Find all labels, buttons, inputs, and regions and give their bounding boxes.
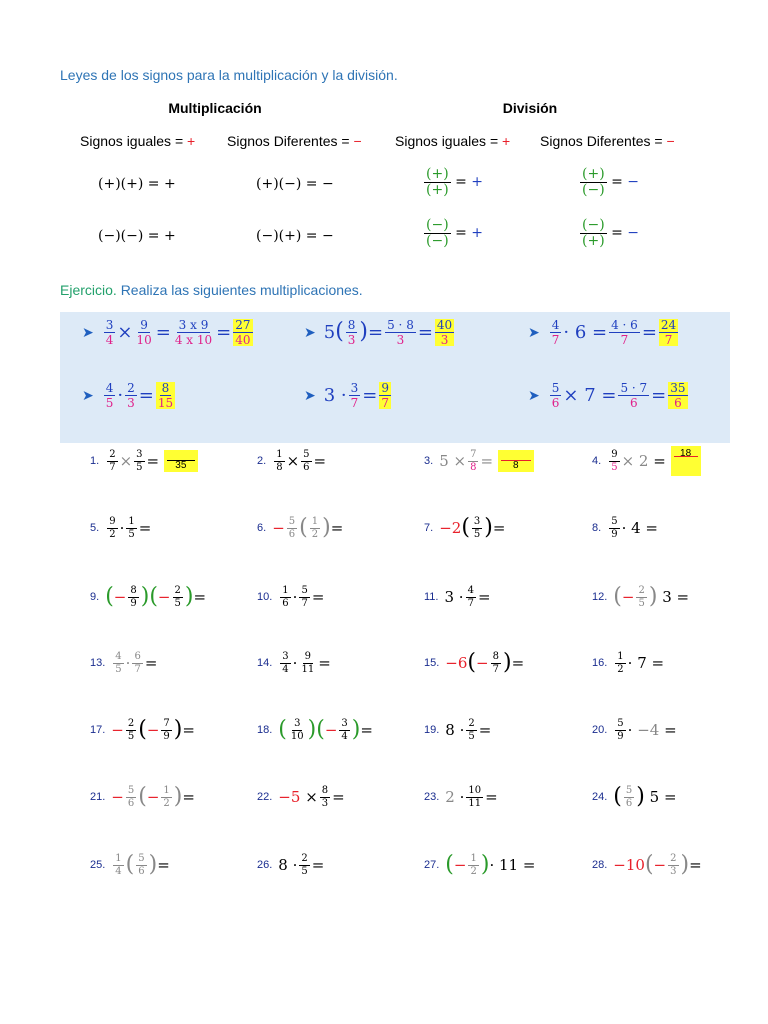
example-3: ➤ $\frac{4}{7}$ · 6 = $\frac{4 \cdot 6}{7}$ = $\frac{24}{7}$ (528, 317, 677, 347)
pointer-icon: ➤ (82, 386, 94, 403)
problem-2: 2. $\frac{1}{8}$ × $\frac{5}{6}$ = (257, 448, 327, 473)
mult-rule-3: (−)(−) = + (98, 228, 176, 244)
mult-rule-1: (+)(+) = + (98, 176, 176, 192)
mult-rule-4: (−)(+) = − (256, 228, 334, 244)
problem-14: 14. $\frac{3}{4}$ · $\frac{9}{11}$ = (257, 650, 331, 675)
example-4: ➤ $\frac{4}{5}$ · $\frac{2}{3}$ = $\frac{8}{15}$ (82, 380, 174, 410)
problem-1: 1. $\frac{2}{7}$ × $\frac{3}{5}$ = 35 (90, 446, 198, 476)
problem-22: 22. −5 × $\frac{8}{3}$ = (257, 784, 345, 809)
example-1: ➤ $\frac{3}{4}$ × $\frac{9}{10}$ = $\frac{3 x 9}{4 x 10}$ = $\frac{27}{40}$ (82, 317, 251, 347)
pointer-icon: ➤ (82, 323, 94, 340)
problem-18: 18. ( $\frac{3}{10}$ ) ( − $\frac{3}{4}$ ) = (257, 717, 373, 742)
div-rule-4: (−) (+) = − (582, 217, 640, 249)
pointer-icon: ➤ (528, 386, 540, 403)
mult-diff-signs: Signos Diferentes = − (227, 133, 362, 149)
problem-13: 13. $\frac{4}{5}$ · $\frac{6}{7}$ = (90, 650, 158, 675)
div-same-signs: Signos iguales = + (395, 133, 511, 149)
problem-19: 19. 8 · $\frac{2}{5}$ = (424, 717, 492, 742)
problem-3: 3. 5 × $\frac{7}{8}$ = 8 (424, 446, 534, 476)
problem-4: 4. $\frac{9}{5}$ × 2 = 18 (592, 446, 701, 476)
answer-box[interactable]: 35 (164, 450, 198, 472)
problem-16: 16. $\frac{1}{2}$ · 7 = (592, 650, 665, 675)
pointer-icon: ➤ (528, 323, 540, 340)
problem-17: 17. − $\frac{2}{5}$ ( − $\frac{7}{9}$ ) = (90, 717, 195, 742)
problem-8: 8. $\frac{5}{9}$ · 4 = (592, 515, 658, 540)
example-2: ➤ 5 ( $\frac{8}{3}$ ) = $\frac{5 \cdot 8}{3}$ = $\frac{40}{3}$ (304, 317, 453, 347)
problem-9: 9. ( − $\frac{8}{9}$ ) ( − $\frac{2}{5}$ ) = (90, 584, 207, 609)
div-rule-2: (+) (−) = − (582, 166, 640, 198)
mult-rule-2: (+)(−) = − (256, 176, 334, 192)
problem-21: 21. − $\frac{5}{6}$ ( − $\frac{1}{2}$ ) = (90, 784, 195, 809)
exercise-heading: Ejercicio. Realiza las siguientes multiplicaciones. (60, 282, 363, 298)
problem-23: 23. 2 · $\frac{10}{11}$ = (424, 784, 498, 809)
page-title: Leyes de los signos para la multiplicación y la división. (60, 67, 398, 83)
problem-20: 20. $\frac{5}{9}$ · −4 = (592, 717, 677, 742)
problem-24: 24. ( $\frac{5}{6}$ ) 5 = (592, 784, 677, 809)
pointer-icon: ➤ (304, 323, 316, 340)
problem-7: 7. −2 ( $\frac{3}{5}$ ) = (424, 515, 506, 540)
example-5: ➤ 3 · $\frac{3}{7}$ = $\frac{9}{7}$ (304, 380, 390, 410)
div-rule-3: (−) (−) = + (426, 217, 484, 249)
division-header: División (502, 100, 558, 116)
mult-same-signs: Signos iguales = + (80, 133, 196, 149)
problem-28: 28. −10 ( − $\frac{2}{3}$ ) = (592, 852, 702, 877)
pointer-icon: ➤ (304, 386, 316, 403)
answer-box[interactable]: 18 (671, 446, 701, 476)
problem-15: 15. −6 ( − $\frac{8}{7}$ ) = (424, 650, 525, 675)
div-rule-1: (+) (+) = + (426, 166, 484, 198)
problem-10: 10. $\frac{1}{6}$ · $\frac{5}{7}$ = (257, 584, 325, 609)
problem-26: 26. 8 · $\frac{2}{5}$ = (257, 852, 325, 877)
problem-5: 5. $\frac{9}{2}$ · $\frac{1}{5}$ = (90, 515, 152, 540)
problem-6: 6. − $\frac{5}{6}$ ( $\frac{1}{2}$ ) = (257, 515, 344, 540)
problem-27: 27. ( − $\frac{1}{2}$ ) · 11 = (424, 852, 536, 877)
div-diff-signs: Signos Diferentes = − (540, 133, 675, 149)
example-6: ➤ $\frac{5}{6}$ × 7 = $\frac{5 \cdot 7}{6}$ = $\frac{35}{6}$ (528, 380, 686, 410)
problem-12: 12. ( − $\frac{2}{5}$ ) 3 = (592, 584, 690, 609)
multiplication-header: Multiplicación (168, 100, 262, 116)
problem-25: 25. $\frac{1}{4}$ ( $\frac{5}{6}$ ) = (90, 852, 170, 877)
problem-11: 11. 3 · $\frac{4}{7}$ = (424, 584, 491, 609)
answer-box[interactable]: 8 (498, 450, 534, 472)
